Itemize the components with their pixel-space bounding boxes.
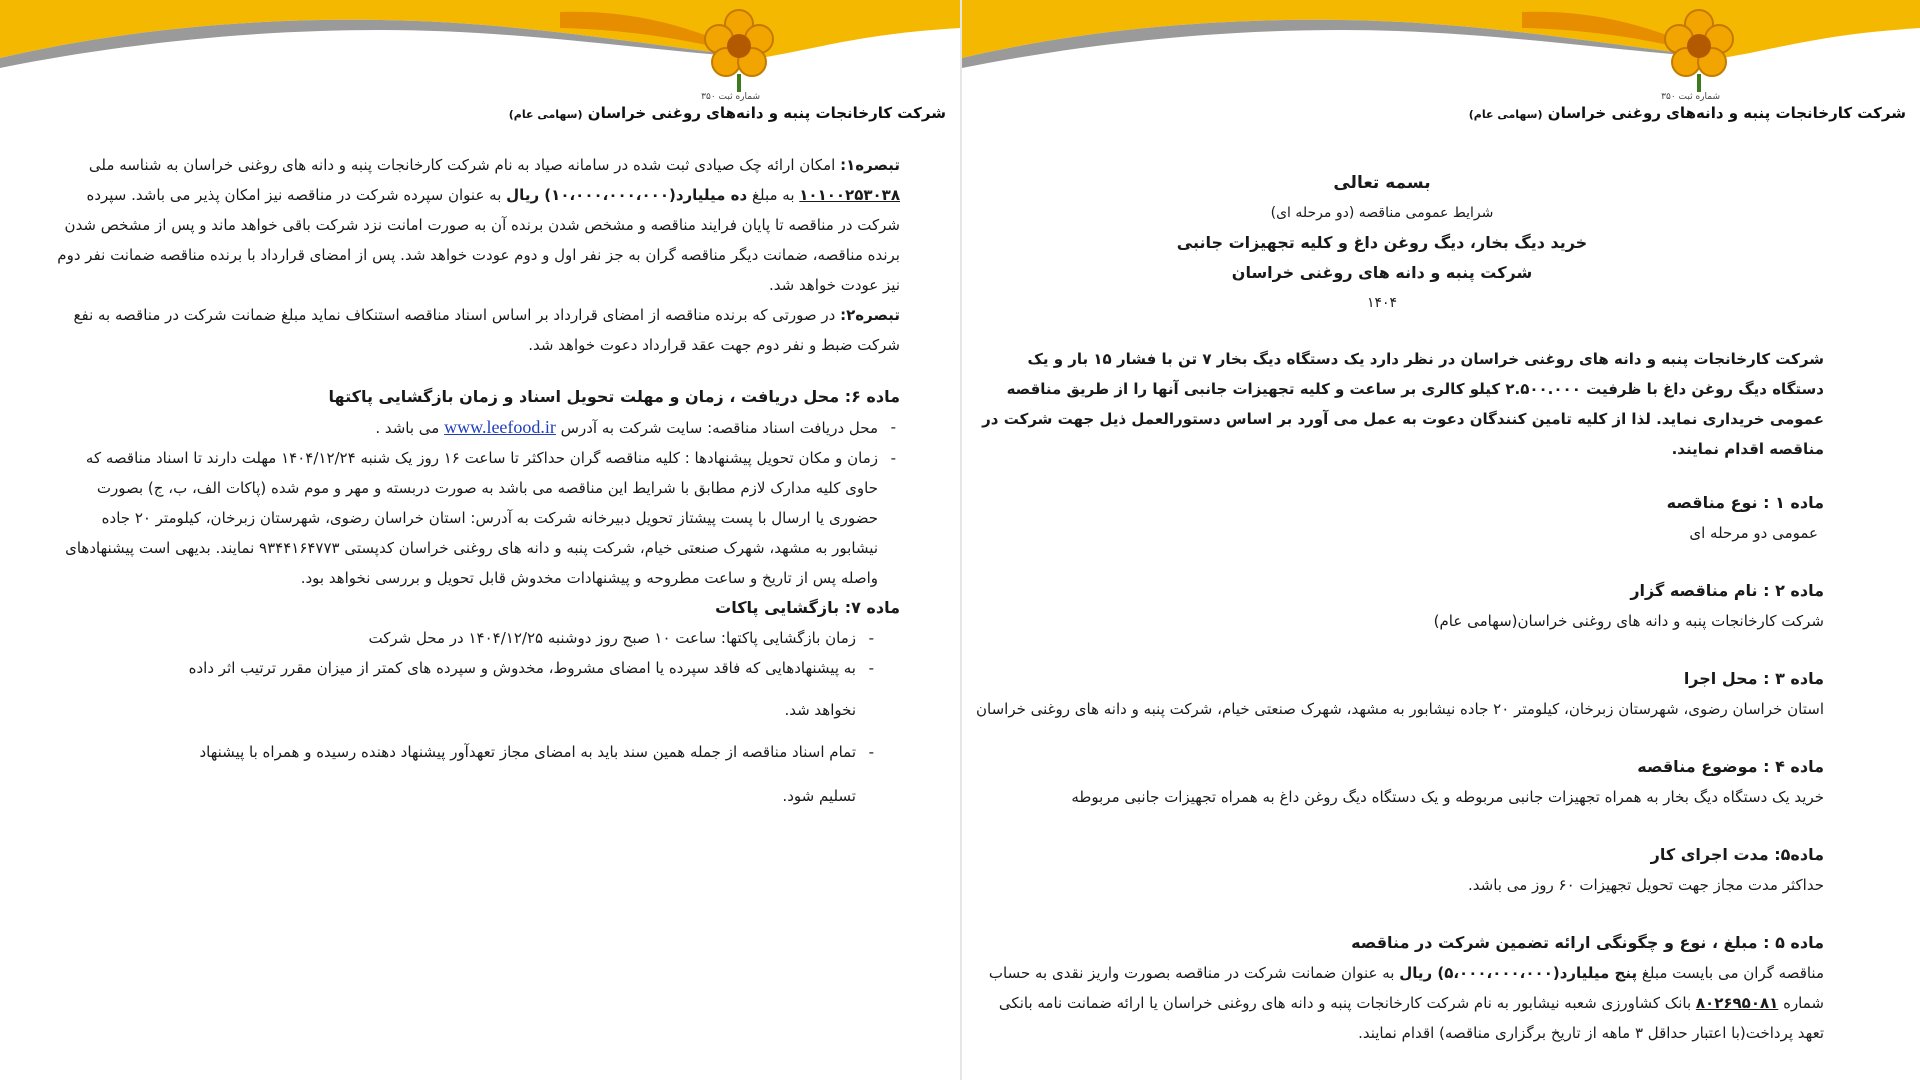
company-title (1469, 104, 1906, 122)
deposit-amount: ده میلیارد(۱۰،۰۰۰،۰۰۰،۰۰۰) ریال (506, 186, 748, 204)
tabsareh-1 (55, 150, 900, 300)
intro-paragraph: شرکت کارخانجات پنبه و دانه های روغنی خراسان در نظر دارد یک دستگاه دیگ بخار ۷ تن با فشار ۱۵ بار و یک دستگاه دیگ روغن داغ با ظرفیت ۲.۵۰۰.۰۰۰ کیلو کالری بر ساعت و کلیه تجهیزات جانبی آنها را از طریق مناقصه عمومی خریداری نماید. لذا از کلیه تامین کنندگان دعوت به عمل می آورد بر اساس دستورالعمل ذیل جهت شرکت در مناقصه اقدام نمایند. (982, 350, 1824, 458)
article-2-text: شرکت کارخانجات پنبه و دانه های روغنی خراسان(سهامی عام) (1433, 612, 1824, 630)
article-4-text: خرید یک دستگاه دیگ بخار به همراه تجهیزات جانبی مربوطه و یک دستگاه دیگ روغن داغ به همراه تجهیزات جانبی مربوطه (1071, 788, 1824, 806)
article-7-bullet-3: - تمام اسناد مناقصه از جمله همین سند باید به امضای مجاز تعهدآور پیشنهاد دهنده رسیده و همراه با پیشنهاد (55, 737, 878, 767)
header-banner (0, 0, 960, 100)
registration-number: شماره ثبت ۳۵۰ (701, 92, 760, 102)
document-company: شرکت پنبه و دانه های روغنی خراسان (1231, 263, 1533, 282)
article-3-text: استان خراسان رضوی، شهرستان زبرخان، کیلومتر ۲۰ جاده نیشابور به مشهد، شهرک صنعتی خیام، شرکت پنبه و دانه های روغنی خراسان (976, 700, 1824, 718)
national-id: ۱۰۱۰۰۲۵۳۰۳۸ (799, 186, 900, 204)
account-number: ۸۰۲۶۹۵۰۸۱ (1695, 994, 1779, 1012)
company-name: شرکت کارخانجات پنبه و دانه‌های روغنی خراسان (1547, 104, 1906, 122)
company-type: (سهامی عام) (1468, 108, 1543, 121)
article-6-bullet-1-post: می باشد . (375, 419, 445, 437)
cotton-flower-logo-icon (1654, 4, 1744, 94)
company-name: شرکت کارخانجات پنبه و دانه‌های روغنی خراسان (587, 104, 946, 122)
tabsareh-2-text: در صورتی که برنده مناقصه از امضای قرارداد بر اساس اسناد مناقصه استنکاف نماید مبلغ ضمانت شرکت در مناقصه به نفع شرکت ضبط و نفر دوم جهت عقد قرارداد دعوت خواهد شد. (73, 306, 900, 354)
guarantee-amount: پنج میلیارد(۵،۰۰۰،۰۰۰،۰۰۰) ریال (1399, 964, 1638, 982)
article-5b-text (972, 958, 1824, 1048)
bismillah: بسمه تعالی (1333, 173, 1431, 193)
cotton-flower-logo-icon (694, 4, 784, 94)
company-title (509, 104, 946, 122)
tabsareh-2 (55, 300, 900, 360)
website-link[interactable]: www.leefood.ir (444, 417, 556, 437)
article-2-heading: ماده ۲ : نام مناقصه گزار (1630, 581, 1824, 600)
article-5b-text-3: بانک کشاورزی شعبه نیشابور به نام شرکت کارخانجات پنبه و دانه های روغنی خراسان یا ارائه ضمانت نامه بانکی تعهد پرداخت(با اعتبار حداقل ۳ ماهه از تاریخ برگزاری مناقصه) اقدام نمایند. (998, 994, 1824, 1042)
tabsareh-1-text-2: به مبلغ (747, 186, 800, 204)
document-title: خرید دیگ بخار، دیگ روغن داغ و کلیه تجهیزات جانبی (1176, 233, 1588, 252)
article-6-bullet-1 (55, 412, 900, 443)
tabsareh-1-text-3: به عنوان سپرده شرکت در مناقصه نیز امکان پذیر می باشد. سپرده شرکت در مناقصه تا پایان فرایند مناقصه و مشخص شدن برنده آن به صورت امانت نزد شرکت باقی خواهد ماند و پس از مشخص شدن برنده مناقصه، ضمانت دیگر مناقصه گران به جز نفر اول و دوم عودت خواهد شد. پس از امضای قرارداد با برنده مناقصه ضمانت نفر دوم نیز عودت خواهد شد. (57, 186, 900, 294)
article-6-heading: ماده ۶: محل دریافت ، زمان و مهلت تحویل اسناد و زمان بازگشایی پاکتها (328, 387, 900, 406)
article-4-heading: ماده ۴ : موضوع مناقصه (1637, 757, 1824, 776)
document-page-right (962, 0, 1920, 1080)
article-7-bullet-3-cont: تسلیم شود. (782, 787, 856, 805)
document-year: ۱۴۰۴ (1366, 295, 1398, 311)
article-7-bullet-1: - زمان بازگشایی پاکتها: ساعت ۱۰ صبح روز دوشنبه ۱۴۰۴/۱۲/۲۵ در محل شرکت (55, 623, 878, 653)
article-1-heading: ماده ۱ : نوع مناقصه (1666, 493, 1824, 512)
article-6-bullet-1-text: محل دریافت اسناد مناقصه: سایت شرکت به آدرس (555, 419, 878, 437)
article-5b-heading: ماده ۵ : مبلغ ، نوع و چگونگی ارائه تضمین شرکت در مناقصه (1351, 933, 1824, 952)
company-type: (سهامی عام) (508, 108, 583, 121)
article-5b-text-1: مناقصه گران می بایست مبلغ (1637, 964, 1824, 982)
article-5b-text-2: به عنوان ضمانت شرکت در مناقصه بصورت واریز نقدی به حساب شماره (988, 964, 1824, 1012)
article-6-bullet-2: - زمان و مکان تحویل پیشنهادها : کلیه مناقصه گران حداکثر تا ساعت ۱۶ روز یک شنبه ۱۴۰۴/۱۲/۲۴ مهلت دارند تا اسناد مناقصه که حاوی کلیه مدارک لازم مطابق با شرایط این مناقصه می باشد به صورت دربسته و مهر و موم شده (پاکات الف، ب، ج) بصورت حضوری یا ارسال با پست پیشتاز تحویل دبیرخانه شرکت به آدرس: استان خراسان رضوی، شهرستان زبرخان، کیلومتر ۲۰ جاده نیشابور به مشهد، شهرک صنعتی خیام، شرکت پنبه و دانه های روغنی خراسان کدپستی ۹۳۴۴۱۶۴۷۷۳ نمایند. بدیهی است پیشنهادهای واصله پس از تاریخ و ساعت مطروحه و پیشنهادات مخدوش قابل تحویل و بررسی نخواهد بود. (55, 443, 900, 593)
article-5a-text: حداکثر مدت مجاز جهت تحویل تجهیزات ۶۰ روز می باشد. (1467, 876, 1824, 894)
page-header (0, 0, 960, 140)
right-page-body (972, 344, 1824, 1048)
page-header (962, 0, 1920, 140)
tabsareh-2-label: تبصره۲: (840, 306, 900, 324)
article-7-heading: ماده ۷: بازگشایی پاکات (715, 598, 900, 617)
article-1-text: عمومی دو مرحله ای (1689, 524, 1818, 542)
article-3-heading: ماده ۳ : محل اجرا (1683, 669, 1824, 688)
document-subtitle: شرایط عمومی مناقصه (دو مرحله ای) (1270, 205, 1494, 221)
document-title-block (1162, 168, 1602, 318)
tabsareh-1-text: امکان ارائه چک صیادی ثبت شده در سامانه صیاد به نام شرکت کارخانجات پنبه و دانه های روغنی خراسان به شناسه ملی (88, 156, 841, 174)
article-7-bullet-2-cont: نخواهد شد. (784, 701, 856, 719)
registration-number: شماره ثبت ۳۵۰ (1661, 92, 1720, 102)
tabsareh-1-label: تبصره۱: (840, 156, 900, 174)
header-banner (962, 0, 1920, 100)
article-7-bullet-2: - به پیشنهادهایی که فاقد سپرده یا امضای مشروط، مخدوش و سپرده های کمتر از میزان مقرر ترتیب اثر داده (55, 653, 878, 683)
left-page-body (55, 150, 900, 825)
article-5a-heading: ماده۵: مدت اجرای کار (1650, 845, 1824, 864)
